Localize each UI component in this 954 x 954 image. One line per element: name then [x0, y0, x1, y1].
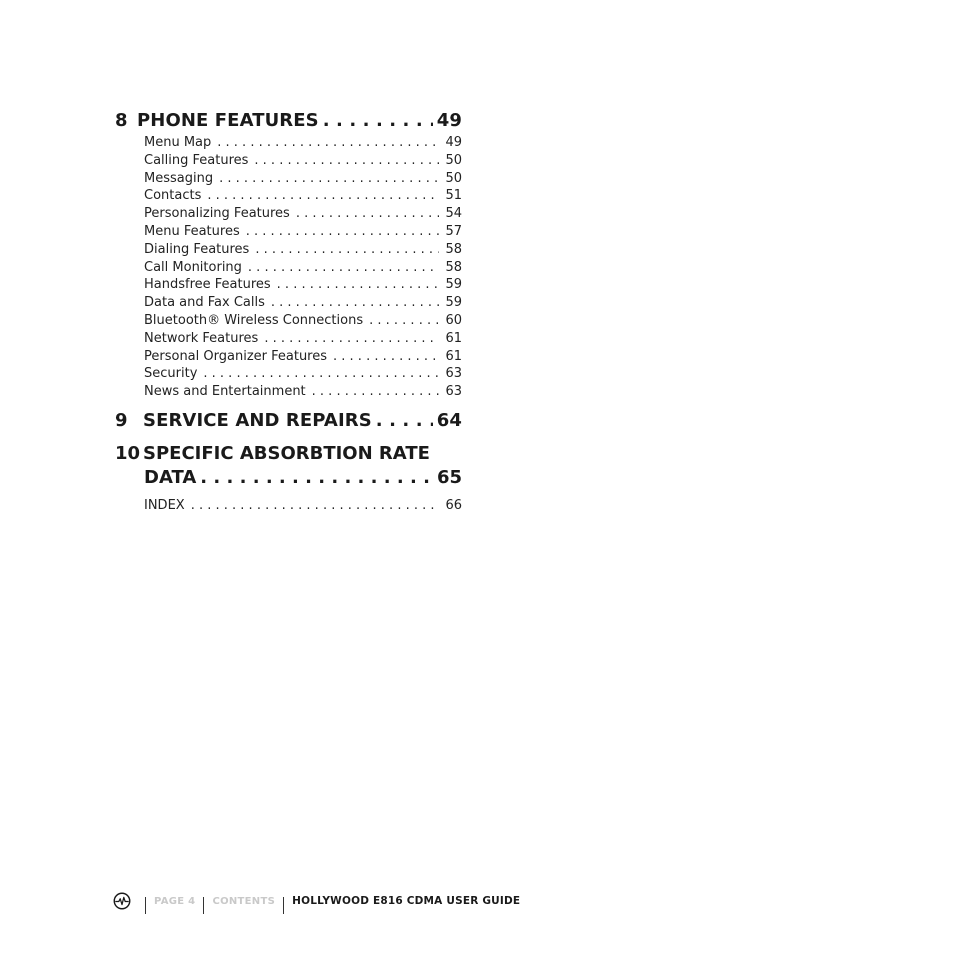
toc-item-page: 61: [445, 348, 462, 364]
dot-leader: [369, 312, 439, 330]
footer-divider: [283, 897, 284, 914]
footer-guide-title: HOLLYWOOD E816 CDMA USER GUIDE: [292, 895, 521, 907]
section-title: PHONE FEATURES: [137, 110, 319, 131]
toc-item-label: Security: [144, 366, 198, 382]
dot-leader: [323, 110, 433, 131]
toc-item-label: Bluetooth® Wireless Connections: [144, 312, 364, 328]
toc-item-page: 50: [445, 152, 462, 168]
brand-logo-icon: [113, 892, 131, 910]
section-number: 9: [115, 409, 128, 431]
toc-item-page: 63: [445, 366, 462, 382]
footer-page-label: PAGE 4: [154, 895, 196, 907]
section-page-number: 65: [436, 466, 462, 488]
toc-item-page: 49: [445, 135, 462, 150]
toc-item[interactable]: [144, 294, 462, 312]
toc-section-8[interactable]: [115, 110, 462, 134]
footer-section-label: CONTENTS: [212, 895, 276, 907]
toc-item-page: 59: [445, 295, 462, 311]
dot-leader: [296, 205, 440, 223]
toc-index: [144, 497, 462, 515]
section-number: 10: [115, 442, 141, 464]
toc-item-page: 57: [445, 223, 462, 239]
section-title-line1: SPECIFIC ABSORBTION RATE: [143, 442, 430, 464]
toc-item-page: 61: [445, 330, 462, 346]
toc-item[interactable]: [144, 152, 462, 170]
dot-leader: [312, 383, 440, 401]
toc-item-page: 66: [445, 497, 462, 513]
dot-leader: [255, 241, 439, 259]
toc-item[interactable]: [144, 170, 462, 188]
toc-item-page: 58: [445, 241, 462, 257]
toc-section-10[interactable]: [115, 443, 462, 491]
toc-item-page: 58: [445, 259, 462, 275]
toc-item-label: Personal Organizer Features: [144, 348, 328, 364]
footer-divider: [203, 897, 204, 914]
dot-leader: [246, 223, 440, 241]
toc-item[interactable]: [144, 259, 462, 277]
toc-item[interactable]: [144, 241, 462, 259]
toc-item-index[interactable]: [144, 497, 462, 515]
page-footer: [113, 890, 520, 912]
section-page-number: 49: [436, 110, 462, 131]
toc-item-label: Menu Features: [144, 223, 240, 239]
toc-item-page: 63: [445, 384, 462, 400]
section-page-number: 64: [436, 409, 462, 431]
toc-item[interactable]: [144, 205, 462, 223]
section-number: 8: [115, 110, 128, 131]
dot-leader: [271, 294, 440, 312]
dot-leader: [219, 170, 439, 188]
toc-item-label: Personalizing Features: [144, 206, 290, 222]
dot-leader: [277, 276, 440, 294]
toc-item-label: Data and Fax Calls: [144, 295, 265, 311]
toc-item-page: 54: [445, 206, 462, 222]
footer-divider: [145, 897, 146, 914]
toc-item[interactable]: [144, 348, 462, 366]
toc-item-label: Contacts: [144, 188, 202, 204]
dot-leader: [264, 330, 439, 348]
toc-item[interactable]: [144, 187, 462, 205]
toc-item-label: Handsfree Features: [144, 277, 271, 293]
toc-item[interactable]: [144, 223, 462, 241]
toc-item[interactable]: [144, 134, 462, 152]
dot-leader: [203, 365, 439, 383]
toc-item-page: 50: [445, 170, 462, 186]
toc-item[interactable]: [144, 312, 462, 330]
toc-item-label: INDEX: [144, 497, 185, 513]
toc-subsection-list: [144, 134, 462, 401]
toc-item-page: 51: [445, 188, 462, 204]
toc-item-label: Network Features: [144, 330, 259, 346]
dot-leader: [191, 497, 440, 515]
toc-item[interactable]: [144, 330, 462, 348]
toc-item[interactable]: [144, 383, 462, 401]
toc-item[interactable]: [144, 365, 462, 383]
toc-item-label: News and Entertainment: [144, 384, 306, 400]
dot-leader: [376, 410, 433, 431]
dot-leader: [200, 467, 433, 488]
toc-item-label: Calling Features: [144, 152, 249, 168]
dot-leader: [207, 187, 439, 205]
section-title: SERVICE AND REPAIRS: [143, 409, 372, 431]
toc-item[interactable]: [144, 276, 462, 294]
section-title-line2: DATA: [144, 466, 197, 488]
dot-leader: [248, 259, 440, 277]
table-of-contents: [115, 110, 462, 515]
dot-leader: [254, 152, 439, 170]
dot-leader: [333, 348, 439, 366]
toc-item-label: Dialing Features: [144, 241, 250, 257]
toc-item-page: 59: [445, 277, 462, 293]
toc-section-9[interactable]: [115, 410, 462, 434]
toc-item-label: Call Monitoring: [144, 259, 242, 275]
toc-item-page: 60: [445, 312, 462, 328]
dot-leader: [217, 134, 439, 152]
toc-item-label: Menu Map: [144, 135, 212, 150]
toc-item-label: Messaging: [144, 170, 214, 186]
